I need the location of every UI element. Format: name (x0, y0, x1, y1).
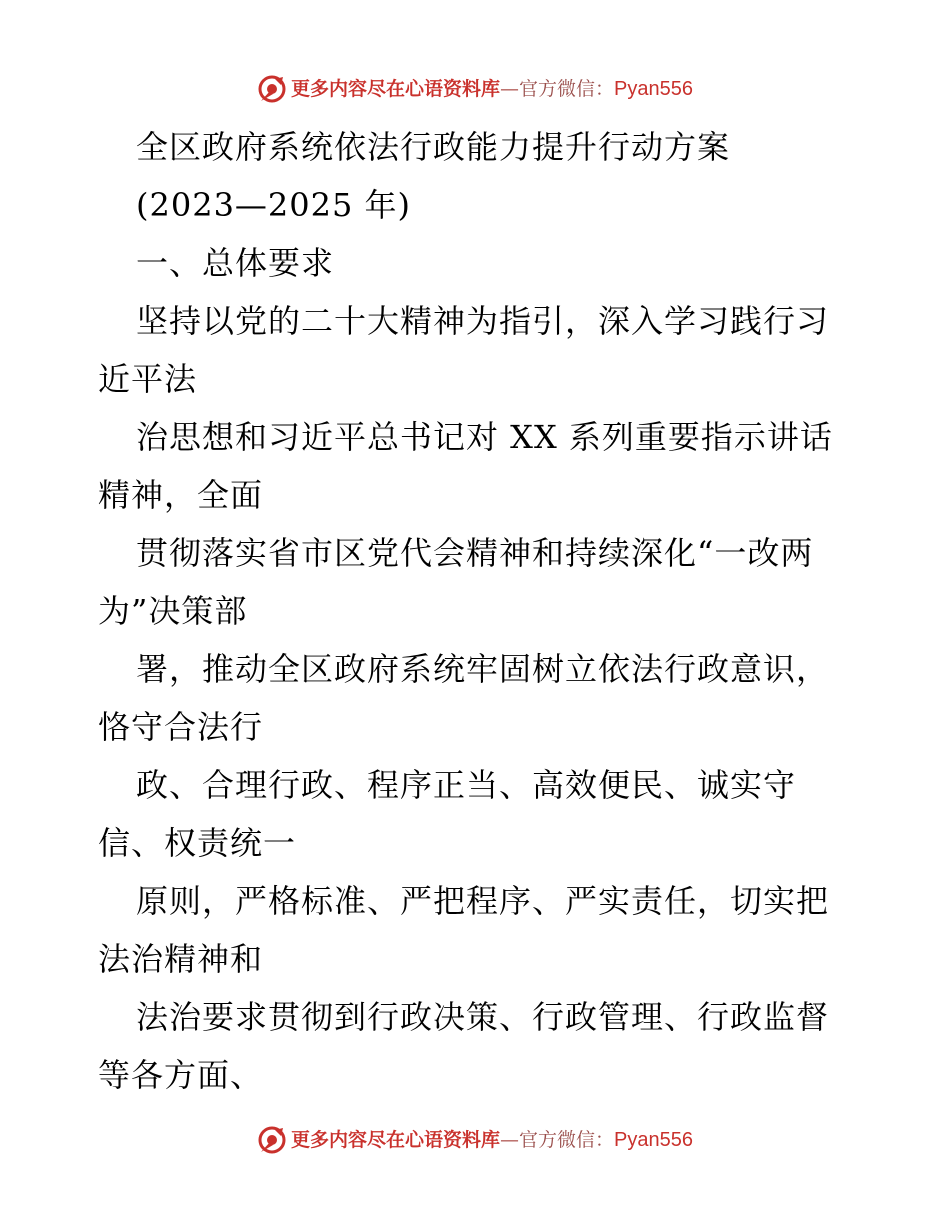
section-heading: 一、总体要求 (136, 244, 335, 282)
watermark-dash: — (500, 1129, 520, 1151)
paragraph-line: 坚持以党的二十大精神为指引，深入学习践行习 (136, 302, 830, 340)
paragraph-line: 贯彻落实省市区党代会精神和持续深化“一改两 (136, 534, 814, 572)
paragraph-line: 信、权责统一 (98, 824, 297, 862)
paragraph-line: 署，推动全区政府系统牢固树立依法行政意识， (136, 650, 830, 688)
paragraph-line: 精神，全面 (98, 476, 264, 514)
paragraph-line: 等各方面、 (98, 1056, 264, 1094)
paragraph-line: 治思想和习近平总书记对 XX 系列重要指示讲话 (136, 418, 833, 456)
watermark-lead-text: 更多内容尽在心语资料库 (291, 78, 501, 100)
header-watermark (0, 74, 950, 104)
watermark-lead-text: 更多内容尽在心语资料库 (291, 1129, 501, 1151)
pen-logo-icon (257, 74, 287, 104)
watermark-label: 官方微信： (519, 78, 615, 100)
paragraph-line: 恪守合法行 (98, 708, 264, 746)
document-body (98, 118, 858, 1104)
paragraph-line: 为”决策部 (98, 592, 248, 630)
paragraph-line: 法治精神和 (98, 940, 264, 978)
footer-watermark (0, 1125, 950, 1155)
pen-logo-icon (257, 1125, 287, 1155)
watermark-label: 官方微信： (519, 1129, 615, 1151)
paragraph-line: 法治要求贯彻到行政决策、行政管理、行政监督 (136, 998, 830, 1036)
paragraph-line: 政、合理行政、程序正当、高效便民、诚实守 (136, 766, 797, 804)
watermark-wechat-id: Pyan556 (614, 1129, 693, 1151)
watermark-dash: — (500, 78, 520, 100)
paragraph-line: 近平法 (98, 360, 198, 398)
watermark-wechat-id: Pyan556 (614, 78, 693, 100)
document-title: 全区政府系统依法行政能力提升行动方案 (136, 128, 731, 166)
paragraph-line: 原则，严格标准、严把程序、严实责任，切实把 (136, 882, 830, 920)
document-subtitle: (2023—2025 年) (136, 186, 412, 224)
